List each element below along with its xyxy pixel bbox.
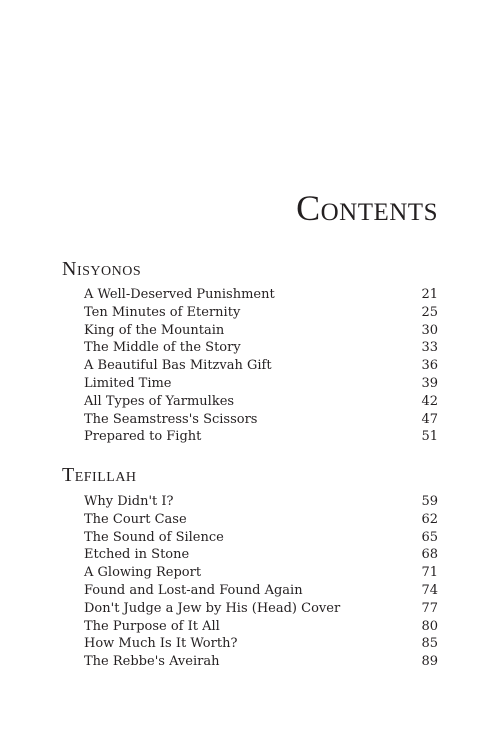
toc-entry-page: 47 [421,411,438,427]
toc-entry[interactable] [84,618,438,636]
section-heading-nisyonos: Nisyonos [62,258,142,280]
section-heading-tefillah: Tefillah [62,464,137,486]
toc-entry[interactable] [84,322,438,340]
toc-entry-title: Found and Lost-and Found Again [84,582,303,598]
toc-entry-title: All Types of Yarmulkes [84,393,235,409]
toc-entry-title: Etched in Stone [84,547,190,563]
toc-entry[interactable] [84,357,438,375]
toc-entry[interactable] [84,286,438,304]
toc-entry-title: The Sound of Silence [84,529,224,545]
toc-entry-title: A Beautiful Bas Mitzvah Gift [84,358,272,374]
toc-entry[interactable] [84,529,438,547]
toc-entry-page: 36 [421,358,438,374]
toc-entry[interactable] [84,564,438,582]
toc-entry[interactable] [84,304,438,322]
toc-entry-title: Prepared to Fight [84,429,202,445]
toc-entry-title: The Seamstress's Scissors [84,411,258,427]
toc-entry-page: 42 [421,393,438,409]
toc-entry-page: 71 [421,565,438,581]
toc-entry-title: A Well-Deserved Punishment [84,287,275,302]
toc-entry-page: 39 [421,375,438,391]
toc-entry[interactable] [84,493,438,511]
toc-entry-title: The Rebbe's Aveirah [84,654,220,670]
toc-entry-page: 51 [421,429,438,445]
toc-entry-title: The Court Case [84,511,187,527]
toc-entry-page: 80 [421,618,438,634]
toc-entry[interactable] [84,339,438,357]
toc-entry-title: Ten Minutes of Eternity [84,304,241,320]
toc-entry-page: 30 [421,322,438,338]
toc-entry-page: 21 [421,287,438,302]
toc-entry-title: The Purpose of It All [84,618,220,634]
toc-entry[interactable] [84,582,438,600]
toc-entry-title: A Glowing Report [84,565,202,581]
toc-list-nisyonos [84,286,438,446]
toc-entry-page: 77 [421,600,438,616]
toc-entry-title: How Much Is It Worth? [84,636,238,652]
toc-entry-page: 89 [421,654,438,670]
toc-entry[interactable] [84,546,438,564]
toc-entry-page: 65 [421,529,438,545]
toc-entry-title: Why Didn't I? [84,494,174,509]
toc-entry[interactable] [84,600,438,618]
toc-entry[interactable] [84,428,438,446]
toc-list-tefillah [84,493,438,671]
toc-entry-title: King of the Mountain [84,322,225,338]
toc-entry-title: Limited Time [84,375,172,391]
toc-entry[interactable] [84,375,438,393]
toc-entry-page: 62 [421,511,438,527]
toc-entry-page: 59 [421,494,438,509]
toc-entry[interactable] [84,653,438,671]
page-title: Contents [296,188,438,228]
toc-entry[interactable] [84,635,438,653]
toc-entry[interactable] [84,411,438,429]
toc-entry-page: 85 [421,636,438,652]
toc-entry-title: Don't Judge a Jew by His (Head) Cover [84,600,341,616]
toc-entry-page: 74 [421,582,438,598]
toc-entry-title: The Middle of the Story [84,340,241,356]
toc-entry-page: 25 [421,304,438,320]
toc-entry-page: 68 [421,547,438,563]
toc-entry[interactable] [84,511,438,529]
toc-entry[interactable] [84,393,438,411]
toc-entry-page: 33 [421,340,438,356]
